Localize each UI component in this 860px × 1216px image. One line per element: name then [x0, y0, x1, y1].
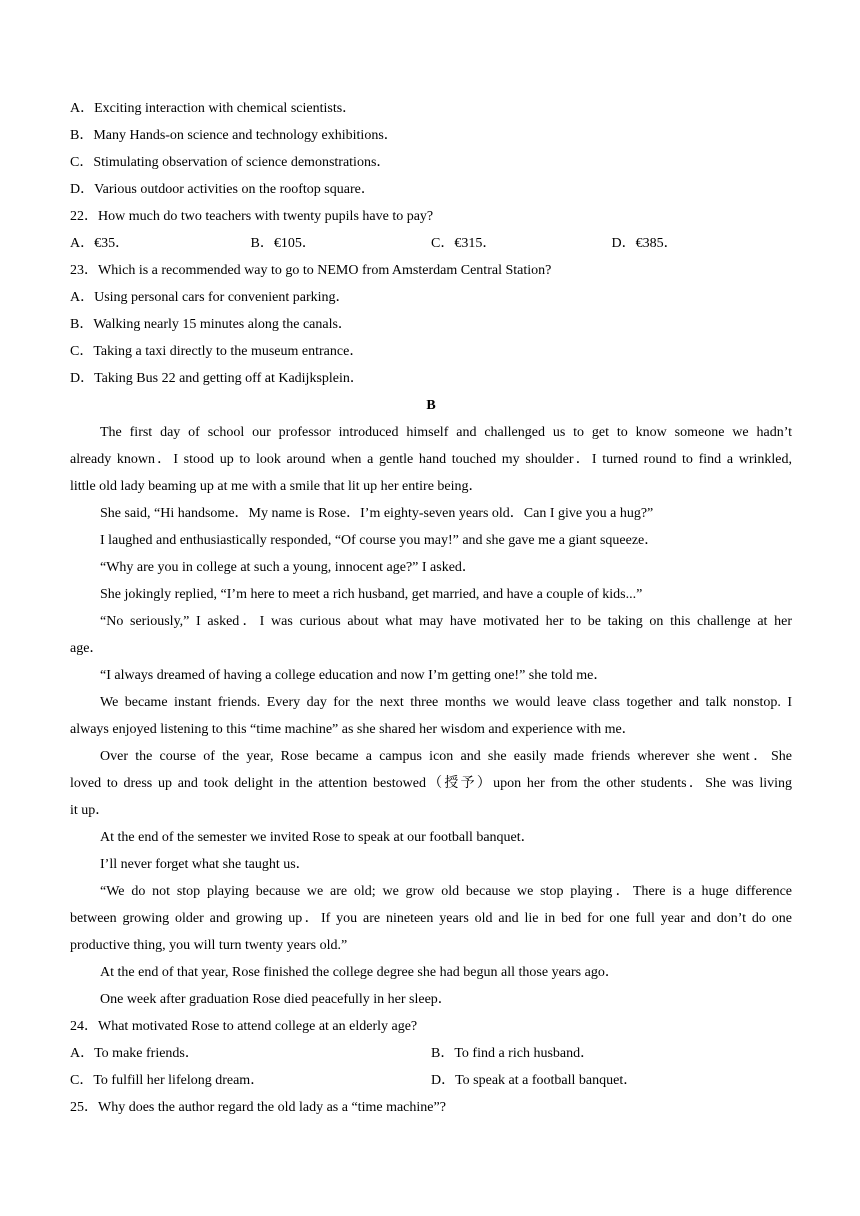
q24-option-b: B．To find a rich husband． [431, 1046, 595, 1061]
q23-question: 23．Which is a recommended way to go to NEMO from Amsterdam Central Station? [70, 263, 552, 278]
passage-line: “I always dreamed of having a college education and now I’m getting one!” she told me． [100, 668, 608, 683]
q22-option-a: A．€35． [70, 236, 130, 251]
passage-line: I’ll never forget what she taught us． [100, 857, 310, 872]
q22-options [70, 230, 792, 257]
passage-line: I laughed and enthusiastically responded, “Of course you may!” and she gave me a giant squeeze． [100, 533, 659, 548]
passage-line: She jokingly replied, “I’m here to meet a rich husband, get married, and have a couple of kids...” [100, 587, 643, 602]
passage-line: One week after graduation Rose died peacefully in her sleep． [100, 992, 452, 1007]
q24-option-a: A．To make friends． [70, 1046, 199, 1061]
q22-option-c: C．€315． [431, 236, 497, 251]
passage-line: loved to dress up and took delight in the attention bestowed（授予）upon her from the other students．She was living [70, 776, 792, 791]
passage-line: “We do not stop playing because we are old; we grow old because we stop playing．There is a huge difference [100, 884, 792, 899]
q21-option-a: A．Exciting interaction with chemical scientists． [70, 101, 357, 116]
q23-option-a: A．Using personal cars for convenient parking． [70, 290, 350, 305]
passage-line: little old lady beaming up at me with a smile that lit up her entire being． [70, 479, 483, 494]
q22-option-b: B．€105． [250, 236, 316, 251]
q24-options-row-1 [70, 1040, 792, 1067]
passage-line: At the end of that year, Rose finished the college degree she had begun all those years ago． [100, 965, 619, 980]
q23-option-d: D．Taking Bus 22 and getting off at Kadijksplein． [70, 371, 364, 386]
q23-option-b: B．Walking nearly 15 minutes along the canals． [70, 317, 352, 332]
passage-line: She said, “Hi handsome．My name is Rose．I’m eighty-seven years old．Can I give you a hug?” [100, 506, 654, 521]
q24-options-row-2 [70, 1067, 792, 1094]
q21-option-c: C．Stimulating observation of science demonstrations． [70, 155, 391, 170]
q22-option-d: D．€385． [611, 236, 678, 251]
passage-line: always enjoyed listening to this “time machine” as she shared her wisdom and experience with me． [70, 722, 636, 737]
document-page [70, 95, 792, 1121]
q24-option-d: D．To speak at a football banquet． [431, 1073, 638, 1088]
passage-line: productive thing, you will turn twenty years old.” [70, 938, 348, 953]
passage-line: it up． [70, 803, 110, 818]
q21-option-b: B．Many Hands-on science and technology exhibitions． [70, 128, 398, 143]
passage-line: At the end of the semester we invited Rose to speak at our football banquet． [100, 830, 535, 845]
q24-option-c: C．To fulfill her lifelong dream． [70, 1073, 265, 1088]
q24-question: 24．What motivated Rose to attend college at an elderly age? [70, 1019, 418, 1034]
section-b-heading: B [426, 398, 436, 413]
passage-line: We became instant friends. Every day for the next three months we would leave class together and talk nonstop. I [100, 695, 792, 710]
q21-option-d: D．Various outdoor activities on the rooftop square． [70, 182, 375, 197]
q25-question: 25．Why does the author regard the old lady as a “time machine”? [70, 1100, 446, 1115]
passage-line: “No seriously,” I asked．I was curious about what may have motivated her to be taking on this challenge at her [100, 614, 792, 629]
passage-line: Over the course of the year, Rose became a campus icon and she easily made friends wherever she went．She [100, 749, 792, 764]
q23-option-c: C．Taking a taxi directly to the museum entrance． [70, 344, 364, 359]
passage-line: “Why are you in college at such a young, innocent age?” I asked． [100, 560, 476, 575]
passage-line: between growing older and growing up．If you are nineteen years old and lie in bed for one full year and don’t do one [70, 911, 792, 926]
passage-line: already known．I stood up to look around when a gentle hand touched my shoulder．I turned round to find a wrinkled, [70, 452, 792, 467]
passage-line: The first day of school our professor introduced himself and challenged us to get to know someone we hadn’t [100, 425, 792, 440]
q22-question: 22．How much do two teachers with twenty pupils have to pay? [70, 209, 434, 224]
passage-line: age． [70, 641, 104, 656]
